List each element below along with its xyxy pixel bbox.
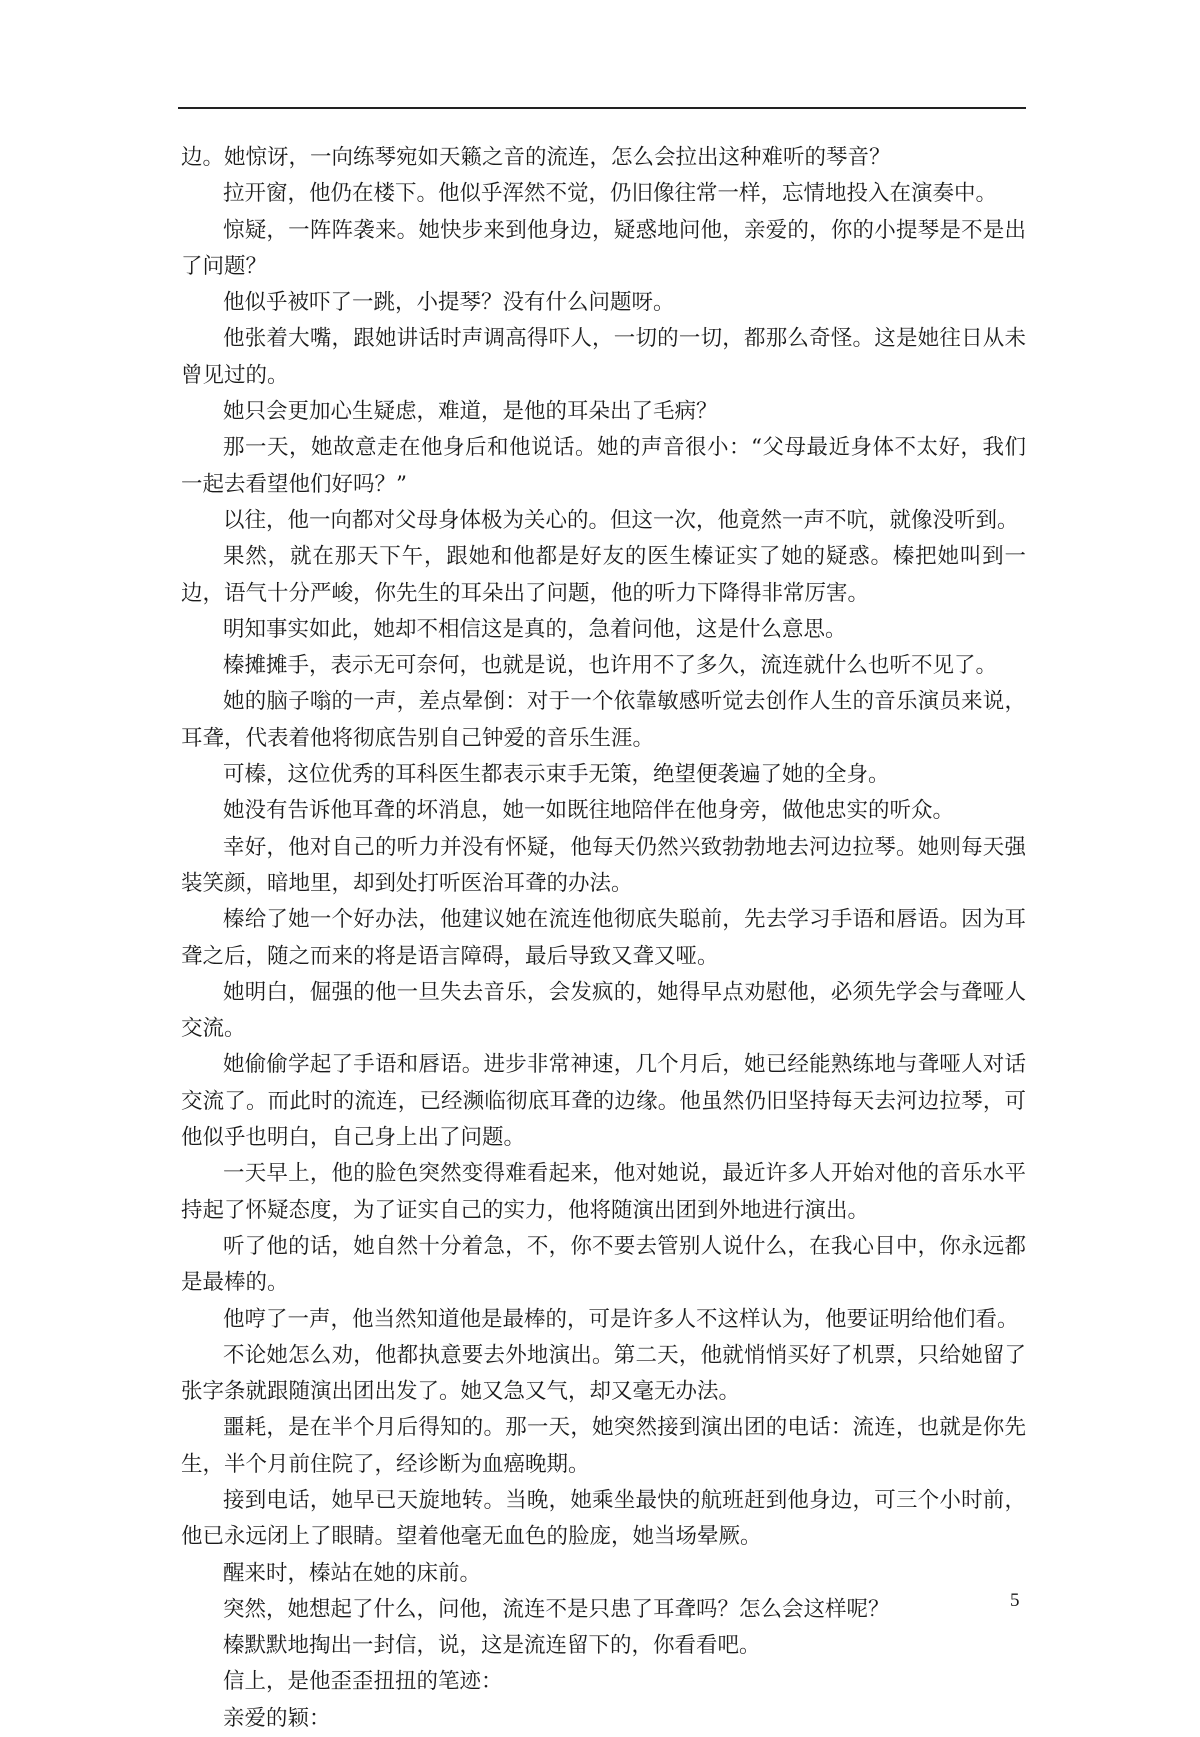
paragraph: 噩耗，是在半个月后得知的。那一天，她突然接到演出团的电话：流连，也就是你先生，半个月前住院了，经诊断为血癌晚期。: [181, 1415, 1026, 1477]
paragraph: 她明白，倔强的他一旦失去音乐，会发疯的，她得早点劝慰他，必须先学会与聋哑人交流。: [181, 979, 1026, 1042]
paragraph: 榛默默地掏出一封信，说，这是流连留下的，你看看吧。: [223, 1633, 761, 1659]
paragraph: 以往，他一向都对父母身体极为关心的。但这一次，他竟然一声不吭，就像没听到。: [223, 507, 1019, 533]
paragraph: 果然，就在那天下午，跟她和他都是好友的医生榛证实了她的疑惑。榛把她叫到一边，语气十分严峻，你先生的耳朵出了问题，他的听力下降得非常厉害。: [181, 544, 1026, 606]
paragraph: 榛给了她一个好办法，他建议她在流连他彻底失聪前，先去学习手语和唇语。因为耳聋之后，随之而来的将是语言障碍，最后导致又聋又哑。: [181, 907, 1026, 969]
paragraph: 榛摊摊手，表示无可奈何，也就是说，也许用不了多久，流连就什么也听不见了。: [223, 653, 998, 679]
paragraph: 他似乎被吓了一跳，小提琴？没有什么问题呀。: [223, 290, 675, 316]
paragraph: 她的脑子嗡的一声，差点晕倒：对于一个依靠敏感听觉去创作人生的音乐演员来说，耳聋，代表着他将彻底告别自己钟爱的音乐生涯。: [181, 689, 1026, 751]
paragraph: 那一天，她故意走在他身后和他说话。她的声音很小：“父母最近身体不太好，我们一起去看望他们好吗？”: [181, 435, 1026, 497]
paragraph: 幸好，他对自己的听力并没有怀疑，他每天仍然兴致勃勃地去河边拉琴。她则每天强装笑颜，暗地里，却到处打听医治耳聋的办法。: [181, 834, 1026, 896]
paragraph: 他哼了一声，他当然知道他是最棒的，可是许多人不这样认为，他要证明给他们看。: [223, 1306, 1019, 1332]
paragraph: 她只会更加心生疑虑，难道，是他的耳朵出了毛病？: [223, 399, 718, 425]
body-text: [181, 140, 1026, 1737]
paragraph: 惊疑，一阵阵袭来。她快步来到他身边，疑惑地问他，亲爱的，你的小提琴是不是出了问题？: [181, 217, 1026, 279]
paragraph: 他张着大嘴，跟她讲话时声调高得吓人，一切的一切，都那么奇怪。这是她往日从未曾见过的。: [181, 326, 1026, 388]
paragraph: 明知事实如此，她却不相信这是真的，急着问他，这是什么意思。: [223, 616, 847, 642]
paragraph: 醒来时，榛站在她的床前。: [223, 1560, 482, 1586]
paragraph: 接到电话，她早已天旋地转。当晚，她乘坐最快的航班赶到他身边，可三个小时前，他已永远闭上了眼睛。望着他毫无血色的脸庞，她当场晕厥。: [181, 1487, 1026, 1550]
paragraph: 一天早上，他的脸色突然变得难看起来，他对她说，最近许多人开始对他的音乐水平持起了怀疑态度，为了证实自己的实力，他将随演出团到外地进行演出。: [181, 1161, 1026, 1223]
paragraph: 她没有告诉他耳聋的坏消息，她一如既往地陪伴在他身旁，做他忠实的听众。: [223, 798, 955, 824]
paragraph: 她偷偷学起了手语和唇语。进步非常神速，几个月后，她已经能熟练地与聋哑人对话交流了。而此时的流连，已经濒临彻底耳聋的边缘。他虽然仍旧坚持每天去河边拉琴，可他似乎也明白，自己身上出了问题。: [181, 1052, 1026, 1151]
paragraph: 突然，她想起了什么，问他，流连不是只患了耳聋吗？怎么会这样呢？: [223, 1596, 890, 1622]
header-rule: [178, 107, 1026, 109]
paragraph: 不论她怎么劝，他都执意要去外地演出。第二天，他就悄悄买好了机票，只给她留了张字条就跟随演出团出发了。她又急又气，却又毫无办法。: [181, 1342, 1026, 1405]
page-number: 5: [1010, 1590, 1020, 1611]
paragraph: 拉开窗，他仍在楼下。他似乎浑然不觉，仍旧像往常一样，忘情地投入在演奏中。: [223, 181, 998, 207]
paragraph: 亲爱的颖：: [223, 1705, 331, 1731]
paragraph: 信上，是他歪歪扭扭的笔迹：: [223, 1669, 503, 1695]
paragraph: 可榛，这位优秀的耳科医生都表示束手无策，绝望便袭遍了她的全身。: [223, 762, 890, 788]
paragraph: 边。她惊讶，一向练琴宛如天籁之音的流连，怎么会拉出这种难听的琴音？: [181, 145, 891, 170]
paragraph: 听了他的话，她自然十分着急，不，你不要去管别人说什么，在我心目中，你永远都是最棒的。: [181, 1233, 1026, 1296]
